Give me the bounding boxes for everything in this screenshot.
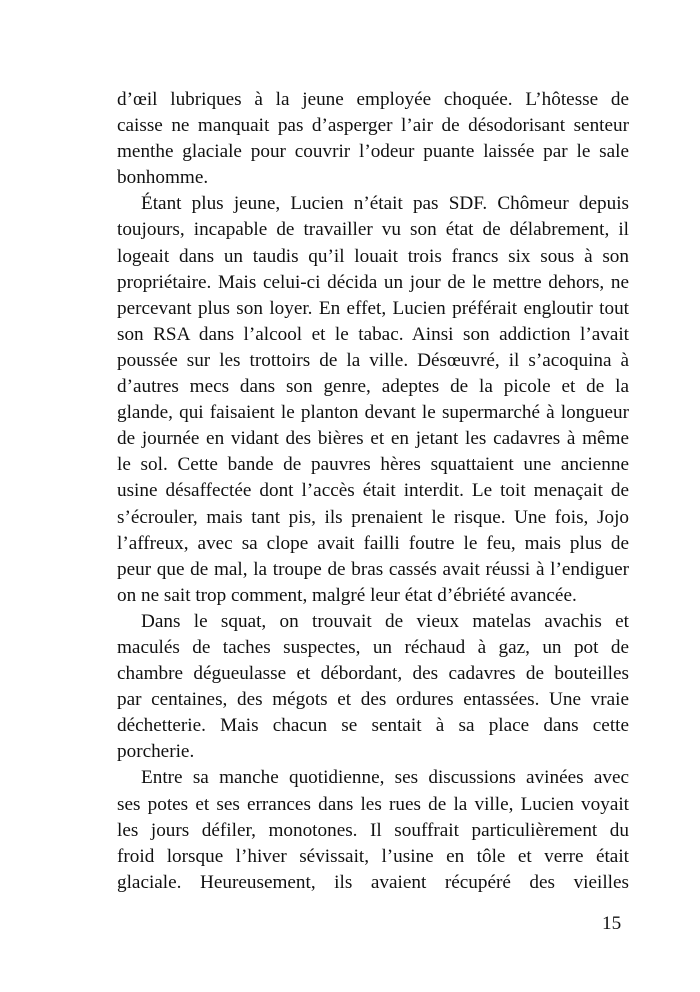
text-line: porcherie. [117,741,195,763]
text-line: menthe glaciale pour couvrir l’odeur puante laissée par le sale [117,141,629,163]
text-line: de journée en vidant des bières et en jetant les cadavres à même [117,428,629,450]
text-line: glande, qui faisaient le planton devant le supermarché à longueur [117,402,629,424]
text-line: Entre sa manche quotidienne, ses discussions avinées avec [141,767,629,789]
text-line: Dans le squat, on trouvait de vieux matelas avachis et [141,610,629,632]
text-line: glaciale. Heureusement, ils avaient récupéré des vieilles [117,871,629,893]
text-line: percevant plus son loyer. En effet, Lucien préférait engloutir tout [117,297,629,319]
text-line: bonhomme. [117,167,209,189]
text-line: déchetterie. Mais chacun se sentait à sa place dans cette [117,715,629,737]
text-line: par centaines, des mégots et des ordures entassées. Une vraie [117,689,629,711]
text-line: d’œil lubriques à la jeune employée choquée. L’hôtesse de [117,89,629,110]
text-line: maculés de taches suspectes, un réchaud à gaz, un pot de [117,636,629,658]
body-text [117,87,629,896]
text-line: Étant plus jeune, Lucien n’était pas SDF. Chômeur depuis [141,193,629,215]
text-line: le sol. Cette bande de pauvres hères squattaient une ancienne [117,454,629,476]
text-line: caisse ne manquait pas d’asperger l’air de désodorisant senteur [117,115,629,137]
page-number: 15 [602,913,622,934]
text-line: ses potes et ses errances dans les rues de la ville, Lucien voyait [117,793,629,815]
text-line: chambre dégueulasse et débordant, des cadavres de bouteilles [117,663,629,685]
text-line: logeait dans un taudis qu’il louait trois francs six sous à son [117,245,629,267]
text-line: s’écrouler, mais tant pis, ils prenaient le risque. Une fois, Jojo [117,506,629,528]
text-line: l’affreux, avec sa clope avait failli foutre le feu, mais plus de [117,532,629,554]
text-line: toujours, incapable de travailler vu son état de délabrement, il [117,219,629,241]
text-line: peur que de mal, la troupe de bras cassés avait réussi à l’endiguer [117,558,629,580]
text-line: d’autres mecs dans son genre, adeptes de la picole et de la [117,376,629,398]
text-line: les jours défiler, monotones. Il souffrait particulièrement du [117,819,629,841]
text-line: on ne sait trop comment, malgré leur état d’ébriété avancée. [117,584,577,606]
text-line: poussée sur les trottoirs de la ville. Désœuvré, il s’acoquina à [117,349,629,371]
text-line: son RSA dans l’alcool et le tabac. Ainsi son addiction l’avait [117,323,629,345]
text-line: propriétaire. Mais celui-ci décida un jour de le mettre dehors, ne [117,271,629,293]
text-line: froid lorsque l’hiver sévissait, l’usine en tôle et verre était [117,845,629,867]
text-line: usine désaffectée dont l’accès était interdit. Le toit menaçait de [117,480,629,502]
